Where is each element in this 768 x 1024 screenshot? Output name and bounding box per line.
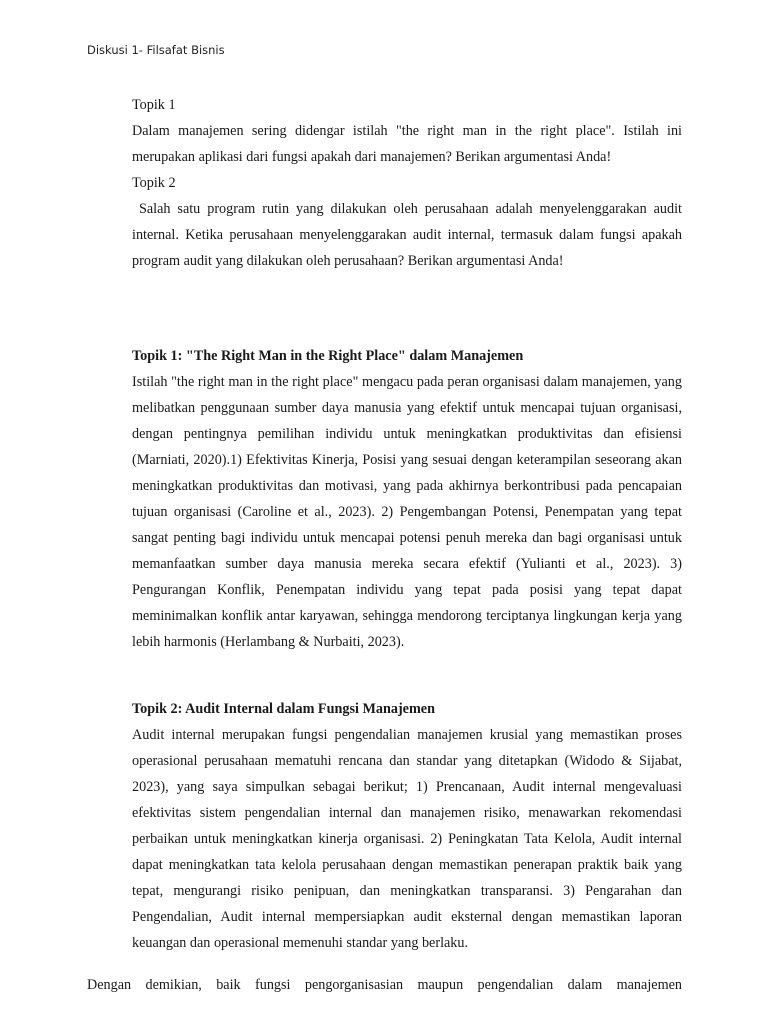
answer2-heading: Topik 2: Audit Internal dalam Fungsi Manajemen bbox=[132, 701, 435, 717]
topik1-question: Dalam manajemen sering didengar istilah "the right man in the right place". Istilah ini merupakan aplikasi dari fungsi apakah dari manajemen? Berikan argumentasi Anda! bbox=[132, 123, 682, 165]
topik1-label: Topik 1 bbox=[132, 97, 176, 113]
answer1-heading: Topik 1: "The Right Man in the Right Place" dalam Manajemen bbox=[132, 348, 524, 364]
document-header: Diskusi 1- Filsafat Bisnis bbox=[87, 43, 225, 57]
answer2-section bbox=[132, 696, 682, 956]
closing-paragraph: Dengan demikian, baik fungsi pengorganisasian maupun pengendalian dalam manajemen bbox=[87, 977, 682, 993]
answer2-body: Audit internal merupakan fungsi pengendalian manajemen krusial yang memastikan proses operasional perusahaan mematuhi rencana dan standar yang ditetapkan (Widodo & Sijabat, 2023), yang saya simpulkan sebagai berikut; 1) Prencanaan, Audit internal mengevaluasi efektivitas sistem pengendalian internal dan manajemen risiko, menawarkan rekomendasi perbaikan untuk meningkatkan kinerja organisasi. 2) Peningkatan Tata Kelola, Audit internal dapat meningkatkan tata kelola perusahaan dengan memastikan penerapan praktik baik yang tepat, mengurangi risiko penipuan, dan meningkatkan transparansi. 3) Pengarahan dan Pengendalian, Audit internal mempersiapkan audit eksternal dengan memastikan laporan keuangan dan operasional memenuhi standar yang berlaku. bbox=[132, 727, 682, 951]
answer1-section bbox=[132, 343, 682, 655]
answer1-body: Istilah "the right man in the right place" mengacu pada peran organisasi dalam manajemen, yang melibatkan penggunaan sumber daya manusia yang efektif untuk mencapai tujuan organisasi, dengan pentingnya pemilihan individu untuk meningkatkan produktivitas dan efisiensi (Marniati, 2020).1) Efektivitas Kinerja, Posisi yang sesuai dengan keterampilan seseorang akan meningkatkan produktivitas dan motivasi, yang pada akhirnya berkontribusi pada pencapaian tujuan organisasi (Caroline et al., 2023). 2) Pengembangan Potensi, Penempatan yang tepat sangat penting bagi individu untuk mencapai potensi penuh mereka dan bagi organisasi untuk memanfaatkan sumber daya manusia mereka secara efektif (Yulianti et al., 2023). 3) Pengurangan Konflik, Penempatan individu yang tepat pada posisi yang tepat dapat meminimalkan konflik antar karyawan, sehingga mendorong terciptanya lingkungan kerja yang lebih harmonis (Herlambang & Nurbaiti, 2023). bbox=[132, 374, 682, 650]
questions-section bbox=[132, 92, 686, 274]
topik2-label: Topik 2 bbox=[132, 175, 176, 191]
topik2-question: Salah satu program rutin yang dilakukan oleh perusahaan adalah menyelenggarakan audit internal. Ketika perusahaan menyelenggarakan audit internal, termasuk dalam fungsi apakah program audit yang dilakukan oleh perusahaan? Berikan argumentasi Anda! bbox=[132, 201, 686, 269]
